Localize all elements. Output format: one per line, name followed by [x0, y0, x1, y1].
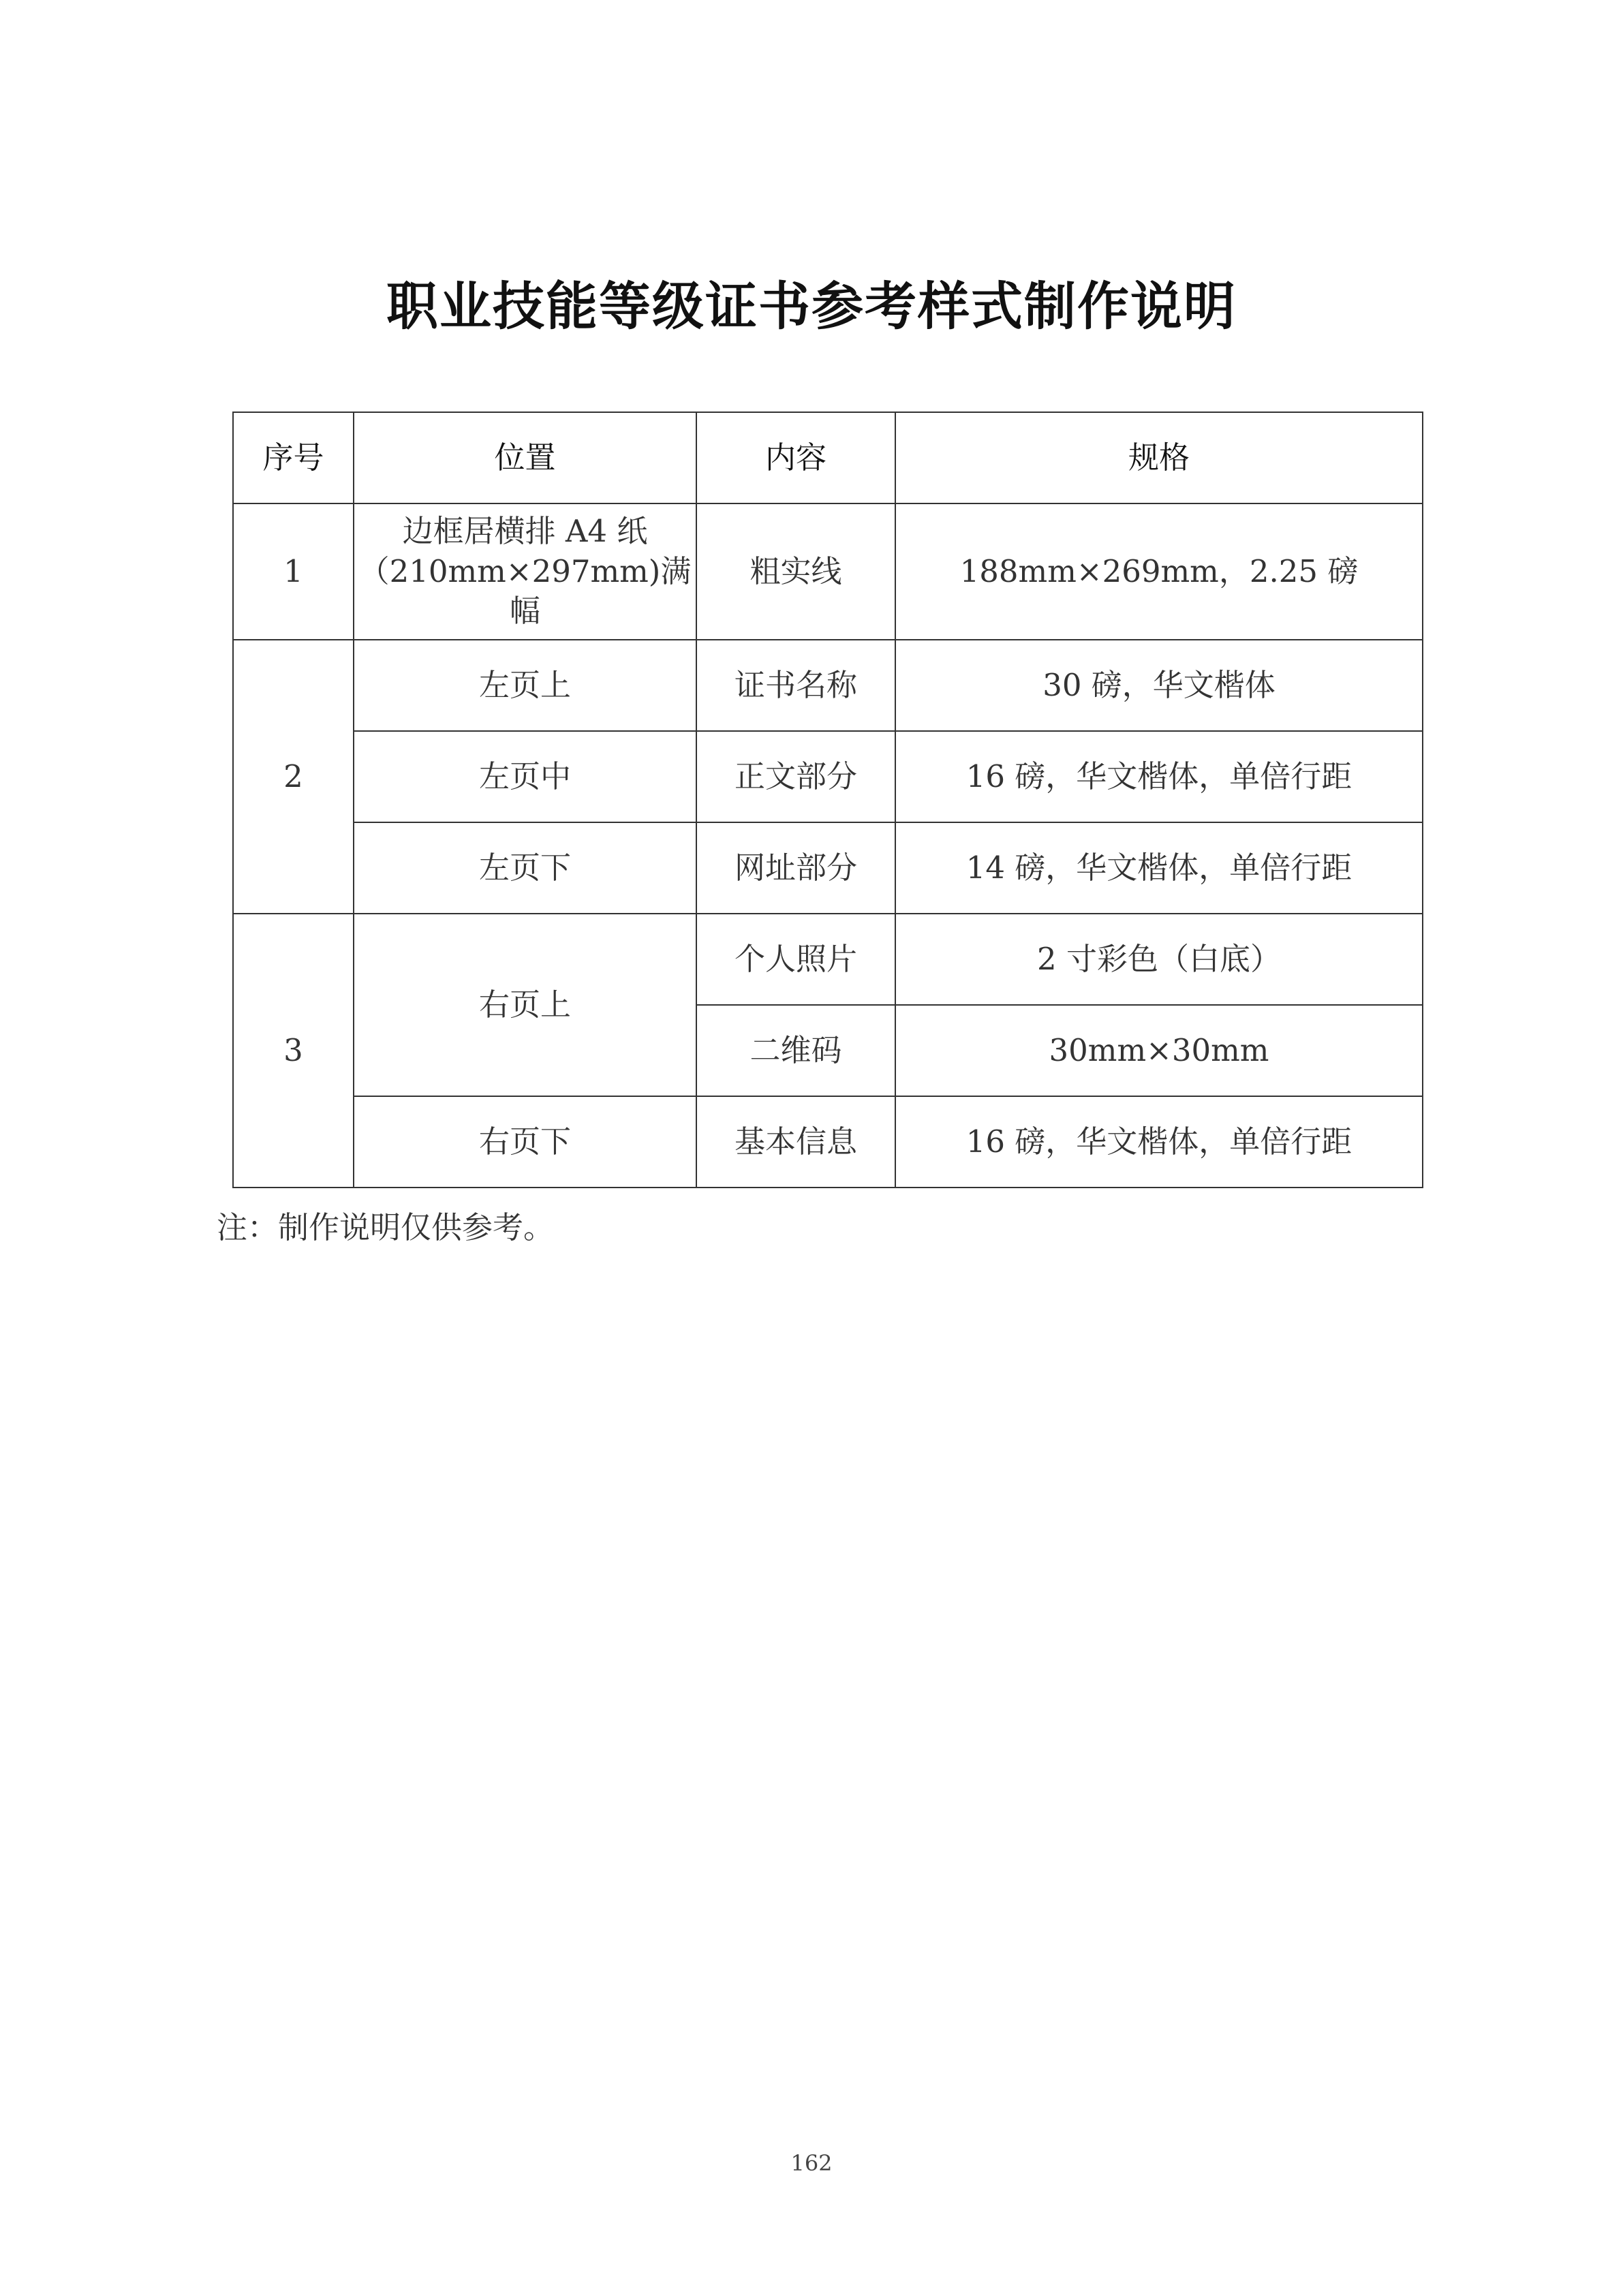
header-position: 位置 — [354, 412, 696, 503]
position-cell: 右页上 — [354, 914, 696, 1096]
spec-cell: 14 磅，华文楷体，单倍行距 — [895, 822, 1423, 914]
position-line: （210mm×297mm)满幅 — [358, 553, 692, 630]
content-cell: 正文部分 — [696, 731, 895, 822]
spec-cell: 30mm×30mm — [895, 1005, 1423, 1096]
table-header-row — [233, 412, 1423, 503]
header-content: 内容 — [696, 412, 895, 503]
content-cell: 证书名称 — [696, 640, 895, 731]
page-number: 162 — [790, 2150, 833, 2176]
position-cell: 左页上 — [354, 640, 696, 731]
content-cell: 二维码 — [696, 1005, 895, 1096]
table-row — [233, 1096, 1423, 1188]
table-row — [233, 640, 1423, 731]
seq-cell: 1 — [233, 503, 354, 640]
spec-cell: 30 磅，华文楷体 — [895, 640, 1423, 731]
page-title: 职业技能等级证书参考样式制作说明 — [386, 276, 1237, 337]
position-cell: 右页下 — [354, 1096, 696, 1188]
spec-cell: 2 寸彩色（白底） — [895, 914, 1423, 1005]
position-cell — [354, 503, 696, 640]
table-row — [233, 822, 1423, 914]
content-cell: 粗实线 — [696, 503, 895, 640]
content-cell: 网址部分 — [696, 822, 895, 914]
spec-cell: 16 磅，华文楷体，单倍行距 — [895, 731, 1423, 822]
position-cell: 左页下 — [354, 822, 696, 914]
position-line: 边框居横排 A4 纸 — [402, 513, 648, 550]
spec-cell: 16 磅，华文楷体，单倍行距 — [895, 1096, 1423, 1188]
table-row — [233, 503, 1423, 640]
spec-cell: 188mm×269mm，2.25 磅 — [895, 503, 1423, 640]
content-cell: 个人照片 — [696, 914, 895, 1005]
header-seq: 序号 — [233, 412, 354, 503]
content-cell: 基本信息 — [696, 1096, 895, 1188]
seq-cell: 2 — [233, 640, 354, 914]
spec-table — [232, 412, 1423, 1188]
header-spec: 规格 — [895, 412, 1423, 503]
table-row — [233, 914, 1423, 1005]
table-row — [233, 731, 1423, 822]
position-cell: 左页中 — [354, 731, 696, 822]
footnote: 注：制作说明仅供参考。 — [217, 1209, 555, 1245]
seq-cell: 3 — [233, 914, 354, 1188]
